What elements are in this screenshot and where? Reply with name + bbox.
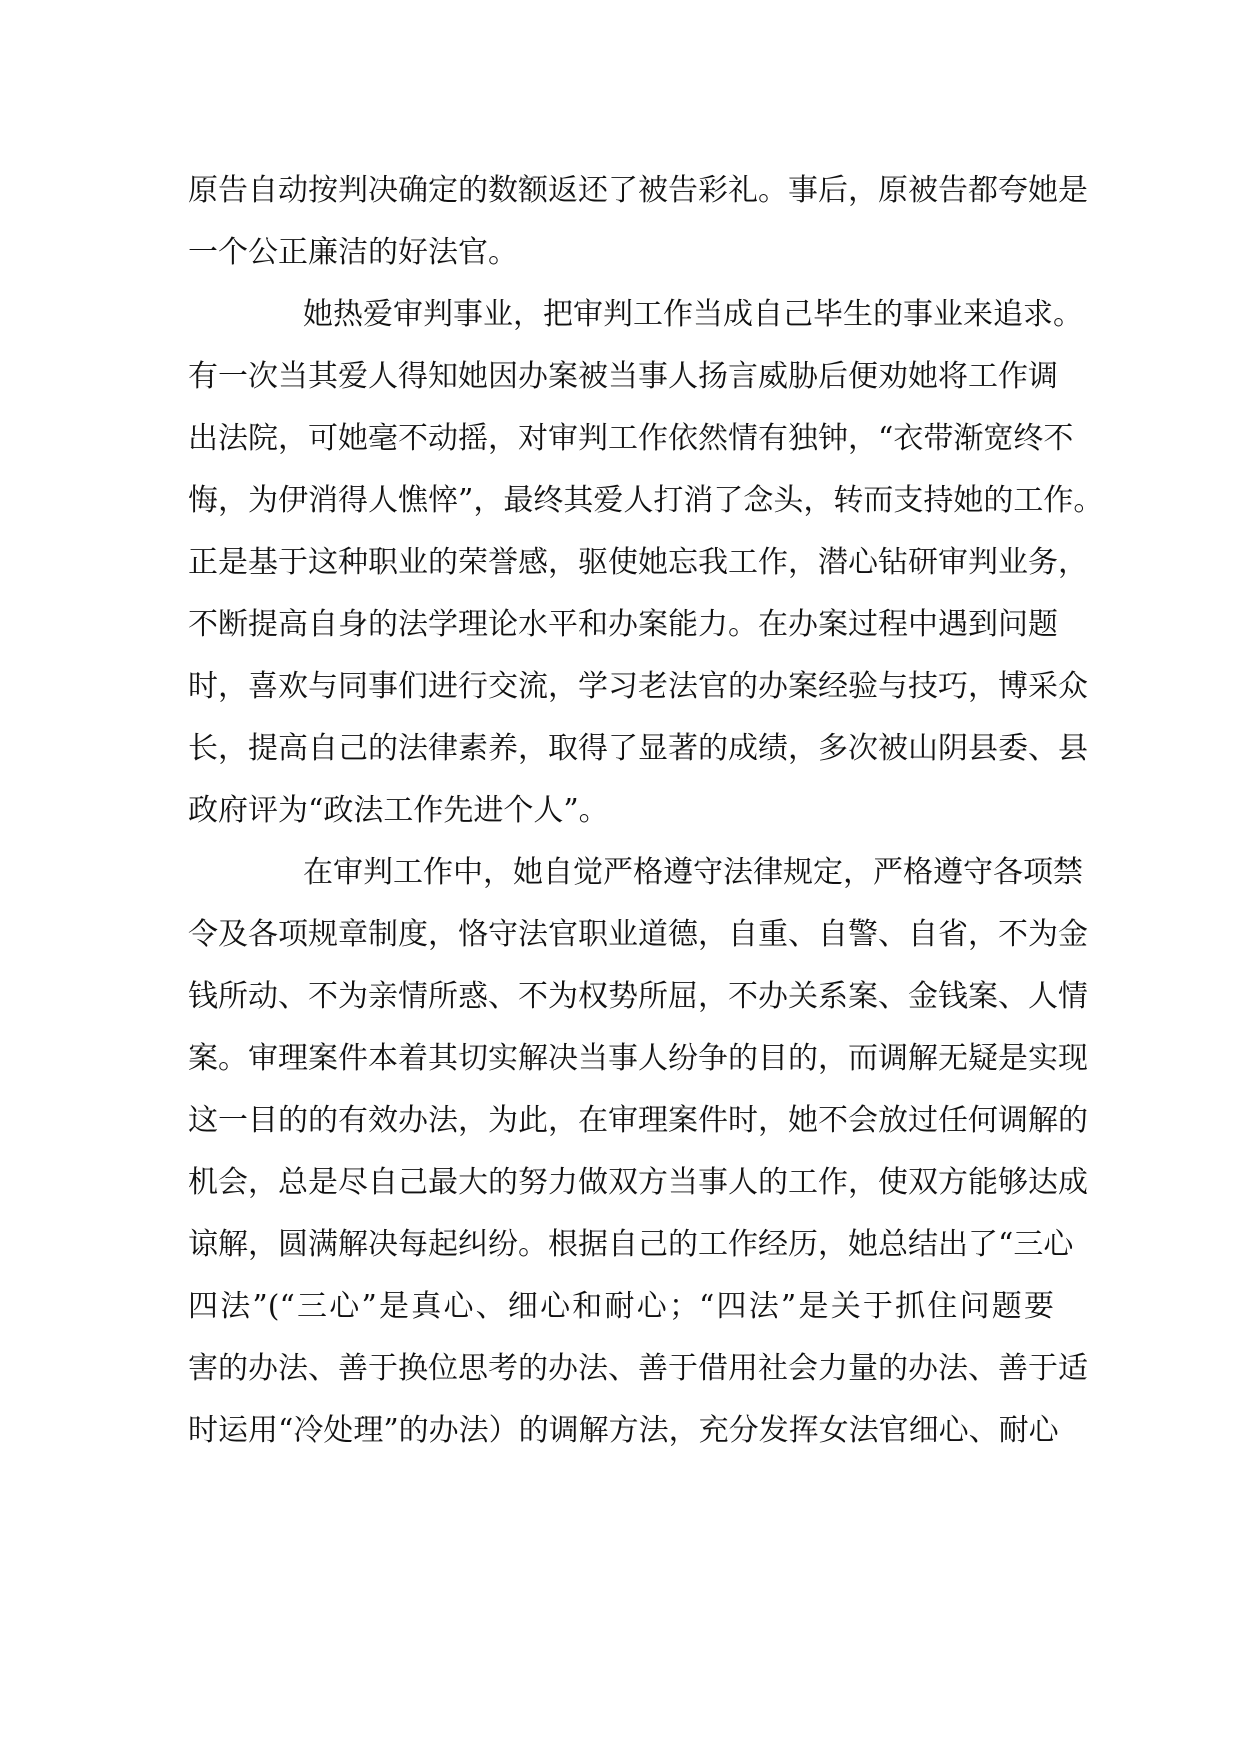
- text-line: 时运用“冷处理”的办法）的调解方法，充分发挥女法官细心、耐心: [188, 1413, 1059, 1448]
- text-line: 不断提高自身的法学理论水平和办案能力。在办案过程中遇到问题: [188, 607, 1058, 642]
- text-line: 正是基于这种职业的荣誉感，驱使她忘我工作，潜心钻研审判业务，: [188, 545, 1088, 580]
- text-line: 四法”(“三心”是真心、细心和耐心；“四法”是关于抓住问题要: [188, 1289, 1054, 1324]
- text-line: 时，喜欢与同事们进行交流，学习老法官的办案经验与技巧，博采众: [188, 669, 1088, 704]
- text-line: 谅解，圆满解决每起纠纷。根据自己的工作经历，她总结出了“三心: [188, 1227, 1074, 1262]
- text-line: 害的办法、善于换位思考的办法、善于借用社会力量的办法、善于适: [188, 1351, 1088, 1386]
- text-line: 出法院，可她毫不动摇，对审判工作依然情有独钟，“衣带渐宽终不: [188, 421, 1074, 456]
- text-line: 机会，总是尽自己最大的努力做双方当事人的工作，使双方能够达成: [188, 1165, 1088, 1200]
- text-line: 原告自动按判决确定的数额返还了被告彩礼。事后，原被告都夸她是: [188, 173, 1088, 208]
- text-line: 悔，为伊消得人憔悴”，最终其爱人打消了念头，转而支持她的工作。: [188, 483, 1104, 518]
- text-line: 令及各项规章制度，恪守法官职业道德，自重、自警、自省，不为金: [188, 917, 1088, 952]
- paragraph-1: [188, 160, 1088, 284]
- text-line: 她热爱审判事业，把审判工作当成自己毕生的事业来追求。: [303, 297, 1083, 332]
- text-line: 钱所动、不为亲情所惑、不为权势所屈，不办关系案、金钱案、人情: [188, 979, 1088, 1014]
- text-line: 有一次当其爱人得知她因办案被当事人扬言威胁后便劝她将工作调: [188, 359, 1058, 394]
- text-line: 案。审理案件本着其切实解决当事人纷争的目的，而调解无疑是实现: [188, 1041, 1088, 1076]
- text-line: 一个公正廉洁的好法官。: [188, 235, 518, 270]
- document-body: [188, 160, 1104, 1462]
- text-line: 政府评为“政法工作先进个人”。: [188, 793, 609, 828]
- text-line: 长，提高自己的法律素养，取得了显著的成绩，多次被山阴县委、县: [188, 731, 1088, 766]
- text-line: 这一目的的有效办法，为此，在审理案件时，她不会放过任何调解的: [188, 1103, 1088, 1138]
- text-line: 在审判工作中，她自觉严格遵守法律规定，严格遵守各项禁: [303, 855, 1083, 890]
- paragraph-3: [188, 842, 1088, 1462]
- paragraph-2: [188, 284, 1104, 842]
